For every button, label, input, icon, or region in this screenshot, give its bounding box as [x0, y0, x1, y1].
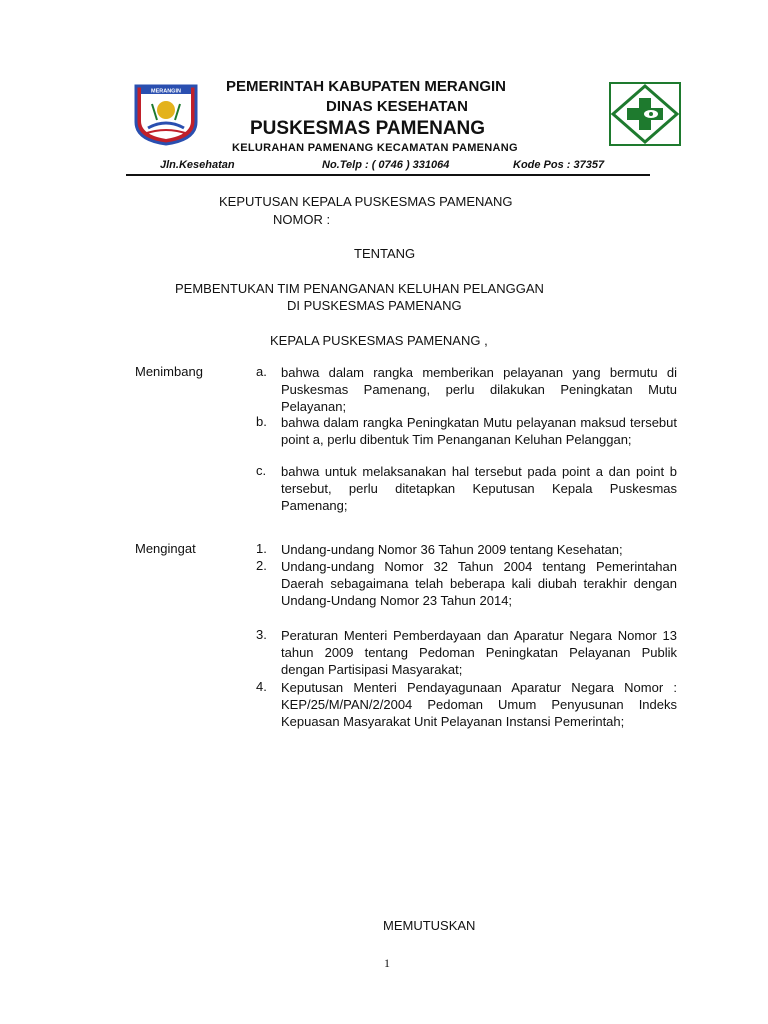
- head-of-puskesmas: KEPALA PUSKESMAS PAMENANG ,: [270, 333, 488, 348]
- letterhead-location: KELURAHAN PAMENANG KECAMATAN PAMENANG: [232, 142, 518, 154]
- considering-marker-c: c.: [256, 463, 267, 478]
- recalling-marker-4: 4.: [256, 679, 267, 694]
- decision-title: KEPUTUSAN KEPALA PUSKESMAS PAMENANG: [219, 194, 513, 209]
- page-number: 1: [384, 956, 390, 970]
- letterhead-government: PEMERINTAH KABUPATEN MERANGIN: [226, 78, 506, 95]
- crest-logo-text: MERANGIN: [151, 88, 181, 95]
- recalling-marker-2: 2.: [256, 558, 267, 573]
- about-heading: TENTANG: [354, 246, 416, 261]
- considering-item-b: bahwa dalam rangka Peningkatan Mutu pelayanan maksud tersebut point a, perlu dibentuk Tim Penanganan Keluhan Pelanggan;: [281, 415, 677, 447]
- letterhead-divider: [126, 174, 650, 176]
- recalling-marker-1: 1.: [256, 541, 267, 556]
- recalling-item-2: Undang-undang Nomor 32 Tahun 2004 tentang Pemerintahan Daerah sebagaimana telah beberapa kali diubah terakhir dengan Undang-Undang Nomor 23 Tahun 2014;: [281, 559, 677, 608]
- considering-label: Menimbang: [135, 364, 203, 379]
- considering-marker-a: a.: [256, 364, 267, 379]
- letterhead-phone: No.Telp : ( 0746 ) 331064: [322, 159, 450, 171]
- considering-marker-b: b.: [256, 414, 267, 429]
- letterhead-puskesmas: PUSKESMAS PAMENANG: [250, 118, 486, 139]
- recalling-item-4: Keputusan Menteri Pendayagunaan Aparatur Negara Nomor : KEP/25/M/PAN/2/2004 Pedoman Umum Penyusunan Indeks Kepuasan Masyarakat Unit Pelayanan Instansi Pemerintah;: [281, 680, 677, 729]
- recalling-item-1: Undang-undang Nomor 36 Tahun 2009 tentang Kesehatan;: [281, 542, 623, 557]
- decision-number: NOMOR :: [273, 212, 331, 227]
- subject-line-1: PEMBENTUKAN TIM PENANGANAN KELUHAN PELANGGAN: [175, 281, 544, 296]
- recalling-label: Mengingat: [135, 541, 196, 556]
- letterhead-department: DINAS KESEHATAN: [326, 98, 468, 115]
- puskesmas-cross-icon: [609, 82, 681, 146]
- decide-heading: MEMUTUSKAN: [383, 918, 476, 933]
- recalling-item-3: Peraturan Menteri Pemberdayaan dan Aparatur Negara Nomor 13 tahun 2009 tentang Pedoman Peningkatan Pelayanan Publik dengan Partisipasi Masyarakat;: [281, 628, 677, 677]
- considering-item-a: bahwa dalam rangka memberikan pelayanan yang bermutu di Puskesmas Pamenang, perlu dilakukan Peningkatan Mutu Pelayanan;: [281, 365, 677, 414]
- recalling-marker-3: 3.: [256, 627, 267, 642]
- letterhead-address: Jln.Kesehatan: [160, 159, 235, 171]
- considering-item-c: bahwa untuk melaksanakan hal tersebut pada point a dan point b tersebut, perlu ditetapkan Keputusan Kepala Puskesmas Pamenang;: [281, 464, 677, 513]
- subject-line-2: DI PUSKESMAS PAMENANG: [287, 298, 462, 313]
- letterhead-postal-code: Kode Pos : 37357: [513, 159, 605, 171]
